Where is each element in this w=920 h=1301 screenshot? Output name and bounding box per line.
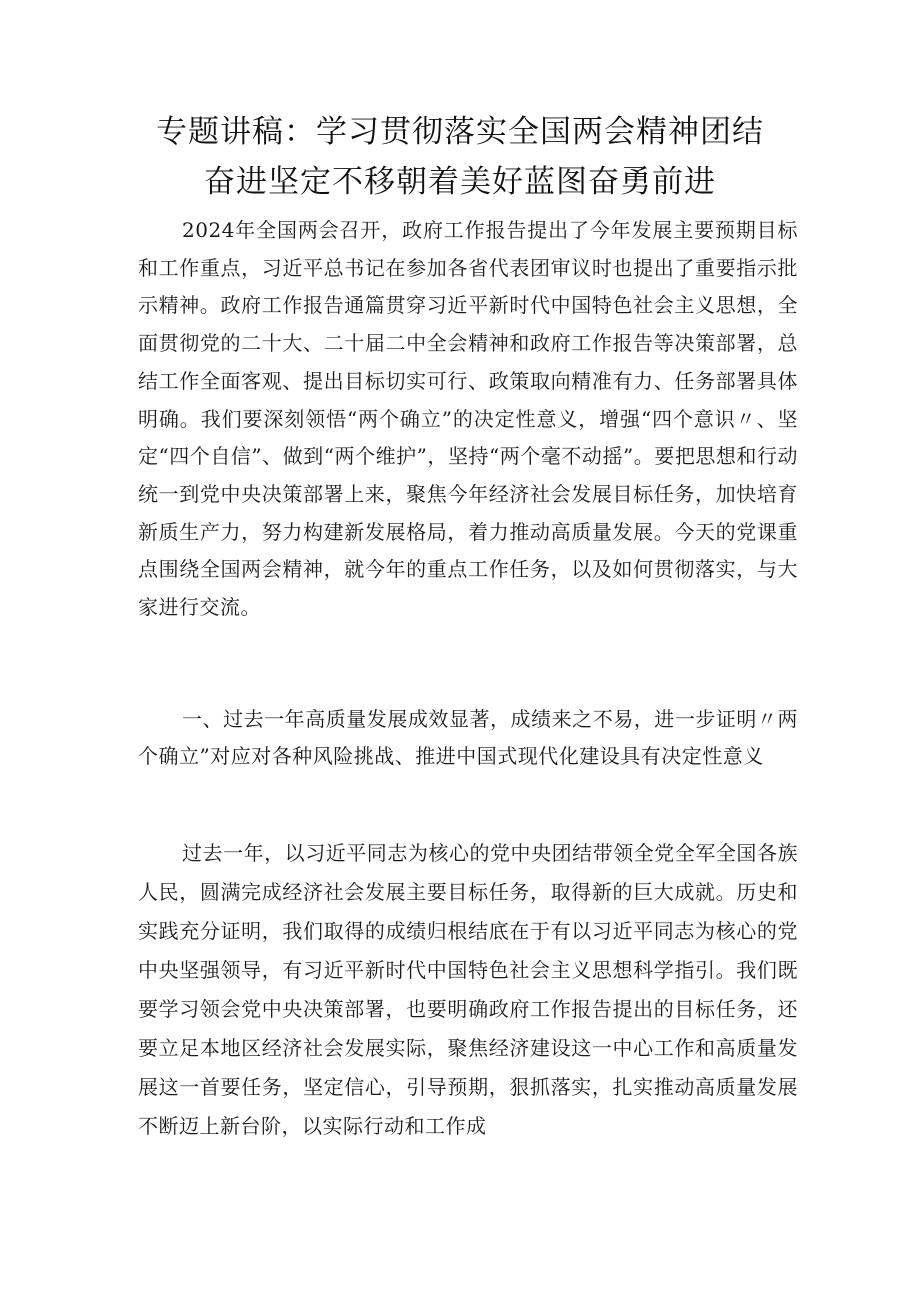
body-paragraph: 过去一年，以习近平同志为核心的党中央团结带领全党全军全国各族人民，圆满完成经济社会发展主要目标任务，取得新的巨大成就。历史和实践充分证明，我们取得的成绩归根结底在于有以习近平同志为核心的党中央坚强领导，有习近平新时代中国特色社会主义思想科学指引。我们既要学习领会党中央决策部署，也要明确政府工作报告提出的目标任务，还要立足本地区经济社会发展实际，聚焦经济建设这一中心工作和高质量发展这一首要任务，坚定信心，引导预期，狠抓落实，扎实推动高质量发展不断迈上新台阶，以实际行动和工作成	[138, 841, 798, 1138]
section-heading-1: 一、过去一年高质量发展成效显著，成绩来之不易，进一步证明〃两个确立”对应对各种风险挑战、推进中国式现代化建设具有决定性意义	[138, 707, 798, 768]
document-title-line-2: 奋进坚定不移朝着美好蓝图奋勇前进	[204, 164, 716, 200]
intro-paragraph: 2024年全国两会召开，政府工作报告提出了今年发展主要预期目标和工作重点，习近平总书记在参加各省代表团审议时也提出了重要指示批示精神。政府工作报告通篇贯穿习近平新时代中国特色社会主义思想，全面贯彻党的二十大、二十届二中全会精神和政府工作报告等决策部署，总结工作全面客观、提出目标切实可行、政策取向精准有力、任务部署具体明确。我们要深刻领悟“两个确立”的决定性意义，增强“四个意识〃、坚定“四个自信”、做到“两个维护”，坚持“两个毫不动摇”。要把思想和行动统一到党中央决策部署上来，聚焦今年经济社会发展目标任务，加快培育新质生产力，努力构建新发展格局，着力推动高质量发展。今天的党课重点围绕全国两会精神，就今年的重点工作任务，以及如何贯彻落实，与大家进行交流。	[138, 218, 798, 620]
document-title-line-1: 专题讲稿：学习贯彻落实全国两会精神团结	[156, 114, 764, 150]
